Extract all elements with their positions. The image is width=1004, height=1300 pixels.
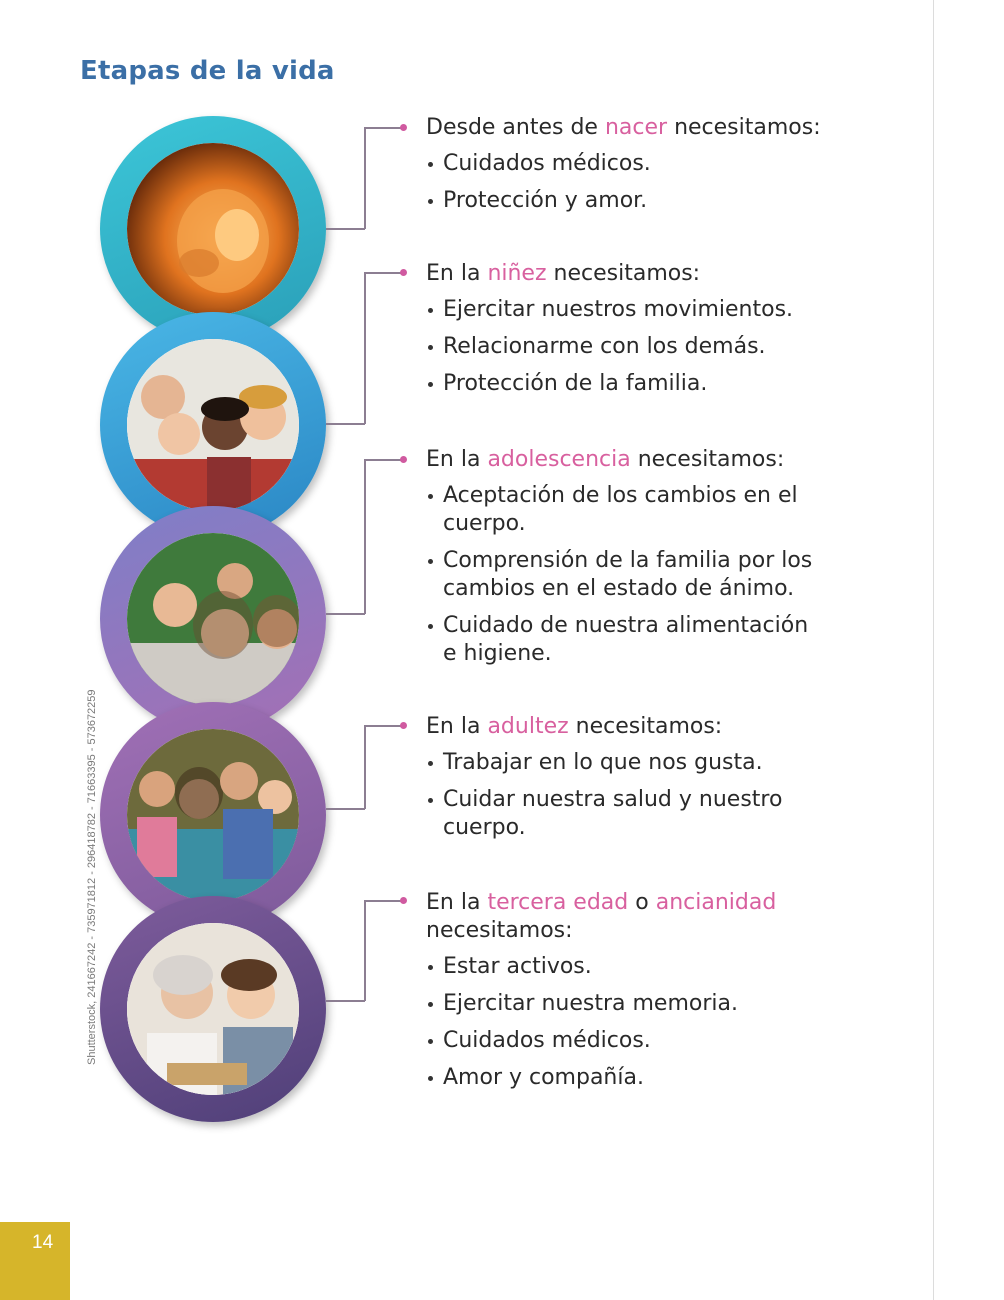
list-item: Aceptación de los cambios en el cuerpo. bbox=[426, 482, 826, 538]
connector-childhood bbox=[326, 272, 406, 424]
stage-lead: En la adolescencia necesitamos: bbox=[426, 447, 785, 472]
ring-adolescence bbox=[100, 506, 326, 732]
connector-dot bbox=[400, 897, 407, 904]
stage-keyword: tercera edad bbox=[487, 890, 629, 915]
connector-old-age bbox=[326, 900, 406, 1001]
stage-keyword: ancianidad bbox=[655, 890, 777, 915]
connector-prenatal bbox=[326, 127, 406, 229]
connector-adulthood bbox=[326, 725, 406, 809]
list-item: Amor y compañía. bbox=[426, 1064, 826, 1092]
needs-list bbox=[426, 150, 846, 215]
list-item: Comprensión de la familia por los cambios en el estado de ánimo. bbox=[426, 547, 826, 603]
grandmother-grandson-photo bbox=[127, 923, 299, 1095]
connector-adolescence bbox=[326, 459, 406, 614]
needs-list bbox=[426, 749, 806, 842]
list-item: Ejercitar nuestra memoria. bbox=[426, 990, 826, 1018]
list-item: Cuidar nuestra salud y nuestro cuerpo. bbox=[426, 786, 806, 842]
stage-adulthood bbox=[426, 713, 806, 851]
page-title: Etapas de la vida bbox=[80, 56, 335, 86]
list-item: Protección y amor. bbox=[426, 187, 846, 215]
stage-prenatal bbox=[426, 114, 846, 224]
list-item: Cuidados médicos. bbox=[426, 150, 846, 178]
children-group-photo bbox=[127, 339, 299, 511]
life-stage-rings bbox=[100, 112, 330, 1122]
list-item: Estar activos. bbox=[426, 953, 826, 981]
stage-lead: En la adultez necesitamos: bbox=[426, 714, 723, 739]
needs-list bbox=[426, 296, 846, 398]
fetus-photo bbox=[127, 143, 299, 315]
list-item: Ejercitar nuestros movimientos. bbox=[426, 296, 846, 324]
connector-dot bbox=[400, 124, 407, 131]
list-item: Cuidados médicos. bbox=[426, 1027, 826, 1055]
ring-old-age bbox=[100, 896, 326, 1122]
photo-credit: Shutterstock, 241667242 - 735971812 - 296418782 - 71663395 - 573672259 bbox=[86, 689, 98, 1065]
page-number: 14 bbox=[32, 1232, 54, 1253]
stage-adolescence bbox=[426, 446, 826, 677]
list-item: Protección de la familia. bbox=[426, 370, 846, 398]
stage-keyword: adultez bbox=[487, 714, 569, 739]
stage-lead: En la niñez necesitamos: bbox=[426, 261, 701, 286]
stage-keyword: nacer bbox=[604, 115, 668, 140]
needs-list bbox=[426, 953, 826, 1092]
needs-list bbox=[426, 482, 826, 668]
stage-old-age bbox=[426, 889, 826, 1101]
stage-lead: Desde antes de nacer necesitamos: bbox=[426, 115, 821, 140]
ring-prenatal bbox=[100, 116, 326, 342]
stage-childhood bbox=[426, 260, 846, 407]
young-adults-photo bbox=[127, 729, 299, 901]
list-item: Trabajar en lo que nos gusta. bbox=[426, 749, 806, 777]
list-item: Cuidado de nuestra alimentación e higiene. bbox=[426, 612, 826, 668]
stage-keyword: adolescencia bbox=[487, 447, 631, 472]
list-item: Relacionarme con los demás. bbox=[426, 333, 846, 361]
teenagers-photo bbox=[127, 533, 299, 705]
connector-dot bbox=[400, 722, 407, 729]
ring-adulthood bbox=[100, 702, 326, 928]
page-number-box bbox=[0, 1222, 70, 1300]
connector-dot bbox=[400, 269, 407, 276]
stage-keyword: niñez bbox=[487, 261, 547, 286]
connector-dot bbox=[400, 456, 407, 463]
ring-childhood bbox=[100, 312, 326, 538]
page-edge-line bbox=[933, 0, 934, 1300]
stage-lead: En la tercera edad o ancianidad necesitamos: bbox=[426, 890, 777, 943]
